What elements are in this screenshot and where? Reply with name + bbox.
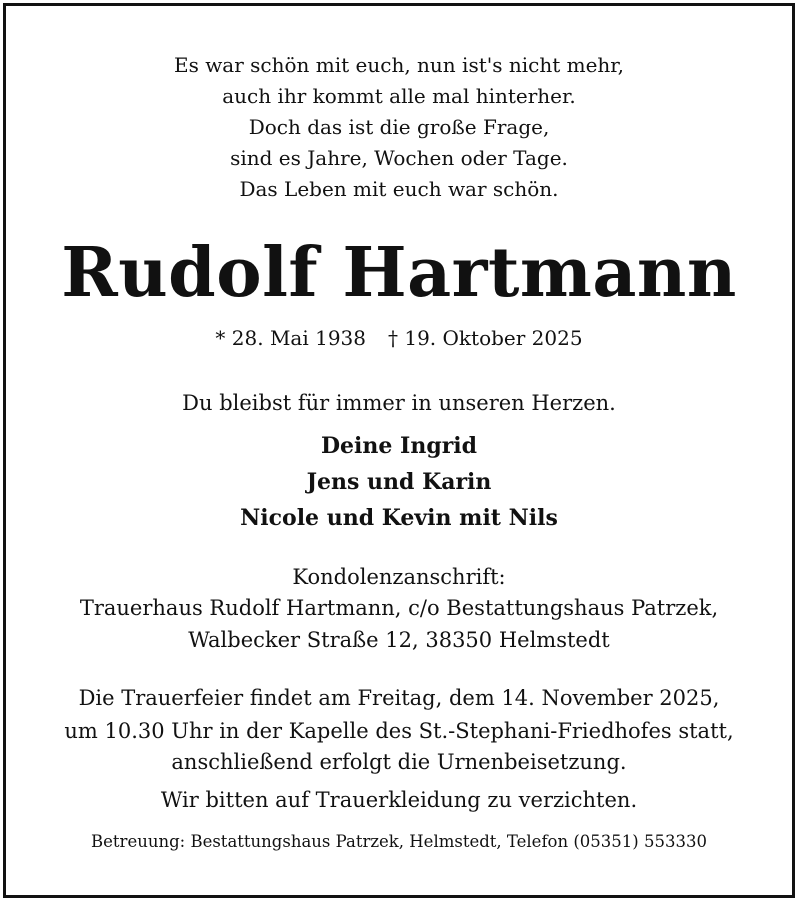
birth-date: * 28. Mai 1938 — [215, 326, 366, 350]
condolence-heading: Kondolenzanschrift: — [292, 565, 506, 589]
poem-line-4: sind es Jahre, Wochen oder Tage. — [230, 146, 568, 170]
condolence-address-line-1: Trauerhaus Rudolf Hartmann, c/o Bestattungshaus Patrzek, — [79, 596, 719, 620]
family-member-1: Deine Ingrid — [320, 433, 478, 459]
service-line-2: um 10.30 Uhr in der Kapelle des St.-Stephani-Friedhofes statt, — [64, 719, 734, 743]
poem-line-1: Es war schön mit euch, nun ist's nicht mehr, — [173, 53, 625, 77]
funeral-home-footer: Betreuung: Bestattungshaus Patrzek, Helmstedt, Telefon (05351) 553330 — [91, 832, 707, 851]
family-member-3: Nicole und Kevin mit Nils — [240, 505, 558, 531]
family-member-2: Jens und Karin — [306, 469, 492, 495]
deceased-name: Rudolf Hartmann — [61, 233, 737, 313]
life-dates — [0, 324, 798, 352]
death-date: † 19. Oktober 2025 — [388, 326, 583, 350]
poem-line-2: auch ihr kommt alle mal hinterher. — [222, 84, 576, 108]
clothing-note: Wir bitten auf Trauerkleidung zu verzichten. — [160, 788, 638, 812]
condolence-address-line-2: Walbecker Straße 12, 38350 Helmstedt — [188, 628, 610, 652]
poem-line-5: Das Leben mit euch war schön. — [239, 177, 559, 201]
poem-line-3: Doch das ist die große Frage, — [248, 115, 550, 139]
farewell-line: Du bleibst für immer in unseren Herzen. — [182, 391, 616, 415]
service-line-1: Die Trauerfeier findet am Freitag, dem 14. November 2025, — [78, 686, 720, 710]
service-line-3: anschließend erfolgt die Urnenbeisetzung. — [171, 750, 627, 774]
